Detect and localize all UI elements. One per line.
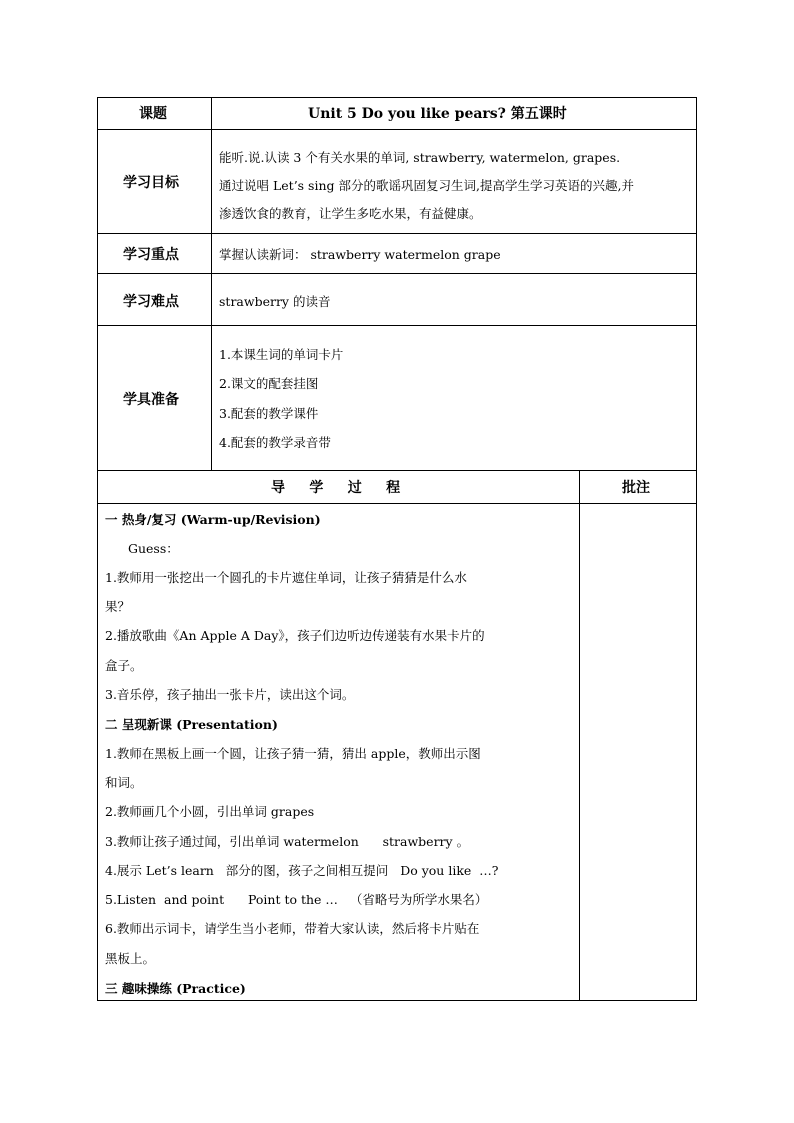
s2-item-3: 3.教师让孩子通过闻，引出单词 watermelon strawberry 。: [105, 834, 470, 849]
focus-value: 掌握认读新词： strawberry watermelon grape: [219, 247, 501, 262]
objectives-line-3: 渗透饮食的教育，让学生多吃水果，有益健康。: [219, 206, 482, 221]
s1-item-3: 3.音乐停，孩子抽出一张卡片，读出这个词。: [105, 687, 355, 702]
s2-item-2: 2.教师画几个小圆，引出单词 grapes: [105, 804, 315, 819]
table-border-right: [696, 97, 697, 1001]
objectives-line-2: 通过说唱 Let’s sing 部分的歌谣巩固复习生词,提高学生学习英语的兴趣,并: [219, 178, 634, 193]
s2-item-1-line-1: 1.教师在黑板上画一个圆，让孩子猜一猜，猜出 apple，教师出示图: [105, 746, 481, 761]
row-divider-objectives: [97, 233, 697, 234]
s2-item-1-line-2: 和词。: [105, 775, 143, 790]
row-divider-topic: [97, 129, 697, 130]
topic-label: 课题: [139, 106, 167, 122]
row-divider-difficulty: [97, 325, 697, 326]
materials-item-1: 1.本课生词的单词卡片: [219, 347, 344, 362]
s2-item-4: 4.展示 Let’s learn 部分的图，孩子之间相互提问 Do you like …?: [105, 863, 499, 878]
difficulty-label: 学习难点: [123, 294, 179, 310]
section-2-title: 二 呈现新课 (Presentation): [105, 717, 278, 732]
focus-label: 学习重点: [123, 247, 179, 263]
section-1-title: 一 热身/复习 (Warm-up/Revision): [105, 512, 321, 527]
notes-header: 批注: [622, 480, 650, 496]
table-border-bottom: [97, 1000, 697, 1001]
row-divider-materials: [97, 470, 697, 471]
row-divider-process-header: [97, 503, 697, 504]
s1-item-2-line-1: 2.播放歌曲《An Apple A Day》，孩子们边听边传递装有水果卡片的: [105, 628, 485, 643]
row-divider-focus: [97, 273, 697, 274]
objectives-label: 学习目标: [123, 175, 179, 191]
s1-item-2-line-2: 盒子。: [105, 658, 143, 673]
process-header: 导 学 过 程: [271, 480, 401, 496]
section-3-title: 三 趣味操练 (Practice): [105, 981, 246, 996]
materials-item-2: 2.课文的配套挂图: [219, 376, 319, 391]
s2-item-5: 5.Listen and point Point to the … （省略号为所学水果名）: [105, 892, 488, 907]
table-border-top: [97, 97, 697, 98]
table-border-left: [97, 97, 98, 1001]
materials-item-4: 4.配套的教学录音带: [219, 435, 331, 450]
s2-item-6-line-1: 6.教师出示词卡，请学生当小老师，带着大家认读，然后将卡片贴在: [105, 921, 480, 936]
materials-label: 学具准备: [123, 392, 179, 408]
s2-item-6-line-2: 黑板上。: [105, 951, 156, 966]
notes-column-divider: [579, 470, 580, 1001]
materials-item-3: 3.配套的教学课件: [219, 406, 319, 421]
guess-label: Guess：: [128, 541, 179, 556]
topic-value: Unit 5 Do you like pears? 第五课时: [308, 106, 567, 122]
difficulty-value: strawberry 的读音: [219, 294, 331, 309]
s1-item-1-line-1: 1.教师用一张挖出一个圆孔的卡片遮住单词，让孩子猜猜是什么水: [105, 570, 467, 585]
objectives-line-1: 能听.说.认读 3 个有关水果的单词, strawberry, watermelon, grapes.: [219, 150, 621, 165]
s1-item-1-line-2: 果？: [105, 599, 131, 614]
label-column-divider: [211, 97, 212, 471]
